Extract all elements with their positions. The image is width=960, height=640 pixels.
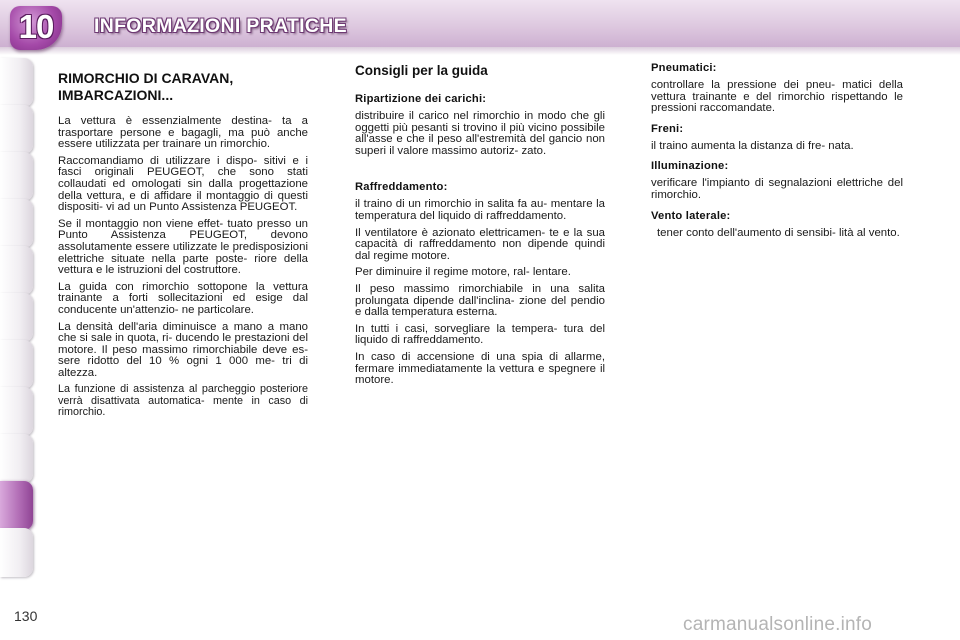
chapter-tab-6[interactable] bbox=[0, 293, 33, 342]
subtitle-load-distribution: Ripartizione dei carichi: bbox=[355, 93, 487, 105]
chapter-tab-10-active[interactable] bbox=[0, 481, 33, 530]
page-number: 130 bbox=[14, 608, 38, 624]
paragraph: La vettura è essenzialmente destina- ta a trasportare persone e bagagli, ma può anche essere utilizzata per trainare un rimorchio. bbox=[58, 115, 308, 151]
paragraph: Se il montaggio non viene effet- tuato presso un Punto Assistenza PEUGEOT, devono assolutamente essere utilizzate le predisposizioni elettriche situate nella parte poste- riore della vettura e le istruzioni del costruttore. bbox=[58, 217, 308, 277]
chapter-tab-3[interactable] bbox=[0, 152, 33, 201]
chapter-tab-4[interactable] bbox=[0, 199, 33, 248]
paragraph: il traino aumenta la distanza di fre- nata. bbox=[651, 139, 854, 152]
chapter-tabs bbox=[0, 58, 36, 578]
paragraph: In tutti i casi, sorvegliare la tempera- tura del liquido di raffreddamento. bbox=[355, 322, 605, 347]
page-title: INFORMAZIONI PRATICHE bbox=[94, 15, 347, 37]
subtitle-brakes: Freni: bbox=[651, 122, 684, 135]
chapter-tab-5[interactable] bbox=[0, 246, 33, 295]
paragraph: In caso di accensione di una spia di allarme, fermare immediatamente la vettura e spegnere il motore. bbox=[355, 350, 605, 387]
paragraph: distribuire il carico nel rimorchio in modo che gli oggetti più pesanti si trovino il più vicino possibile all'asse e che il peso all'estremità del gancio non superi il valore massimo autoriz- zato. bbox=[355, 110, 605, 157]
paragraph: Il ventilatore è azionato elettricamen- te e la sua capacità di raffreddamento non dipende quindi dal regime motore. bbox=[355, 226, 605, 262]
chapter-tab-1[interactable] bbox=[0, 58, 33, 107]
chapter-tab-8[interactable] bbox=[0, 387, 33, 436]
section-title-driving-advice: Consigli per la guida bbox=[355, 63, 488, 78]
paragraph: controllare la pressione dei pneu- matici della vettura trainante e del rimorchio rispettando le pressioni raccomandate. bbox=[651, 79, 903, 115]
chapter-tab-9[interactable] bbox=[0, 434, 33, 483]
paragraph: La guida con rimorchio sottopone la vettura trainante a forti sollecitazioni ed esige dal conducente un'attenzio- ne particolare. bbox=[58, 280, 308, 316]
subtitle-cooling: Raffreddamento: bbox=[355, 181, 448, 194]
column-towing-intro bbox=[58, 62, 308, 424]
subtitle-lighting: Illuminazione: bbox=[651, 160, 729, 173]
subtitle-tyres: Pneumatici: bbox=[651, 62, 717, 74]
column-driving-advice bbox=[355, 62, 605, 392]
section-title-towing: RIMORCHIO DI CARAVAN, IMBARCAZIONI... bbox=[58, 70, 234, 103]
header-shadow bbox=[0, 47, 960, 55]
paragraph: il traino di un rimorchio in salita fa au- mentare la temperatura del liquido di raffreddamento. bbox=[355, 198, 605, 222]
paragraph: Per diminuire il regime motore, ral- lentare. bbox=[355, 266, 571, 279]
paragraph: tener conto dell'aumento di sensibi- lità al vento. bbox=[657, 226, 900, 239]
chapter-number: 10 bbox=[18, 8, 54, 45]
paragraph: verificare l'impianto di segnalazioni elettriche del rimorchio. bbox=[651, 177, 903, 201]
watermark: carmanualsonline.info bbox=[683, 614, 873, 635]
chapter-tab-11[interactable] bbox=[0, 528, 33, 577]
paragraph: Raccomandiamo di utilizzare i dispo- sitivi e i fasci originali PEUGEOT, che sono stati collaudati ed omologati sin dalla progettazione della vettura, e di affidare il montaggio di questi dispositi- vi ad un Punto Assistenza PEUGEOT. bbox=[58, 154, 308, 214]
paragraph: La densità dell'aria diminuisce a mano a mano che si sale in quota, ri- ducendo le prestazioni del motore. Il peso massimo rimorchiabile deve es- sere ridotto del 10 % ogni 1 000 me- tri di altezza. bbox=[58, 320, 308, 379]
paragraph: Il peso massimo rimorchiabile in una salita prolungata dipende dall'inclina- zione del pendio e dalla temperatura esterna. bbox=[355, 282, 605, 319]
chapter-tab-2[interactable] bbox=[0, 105, 33, 154]
chapter-tab-7[interactable] bbox=[0, 340, 33, 389]
subtitle-side-wind: Vento laterale: bbox=[651, 209, 731, 222]
column-checks bbox=[651, 62, 903, 244]
paragraph-note: La funzione di assistenza al parcheggio posteriore verrà disattivata automatica- mente in caso di rimorchio. bbox=[58, 383, 308, 419]
